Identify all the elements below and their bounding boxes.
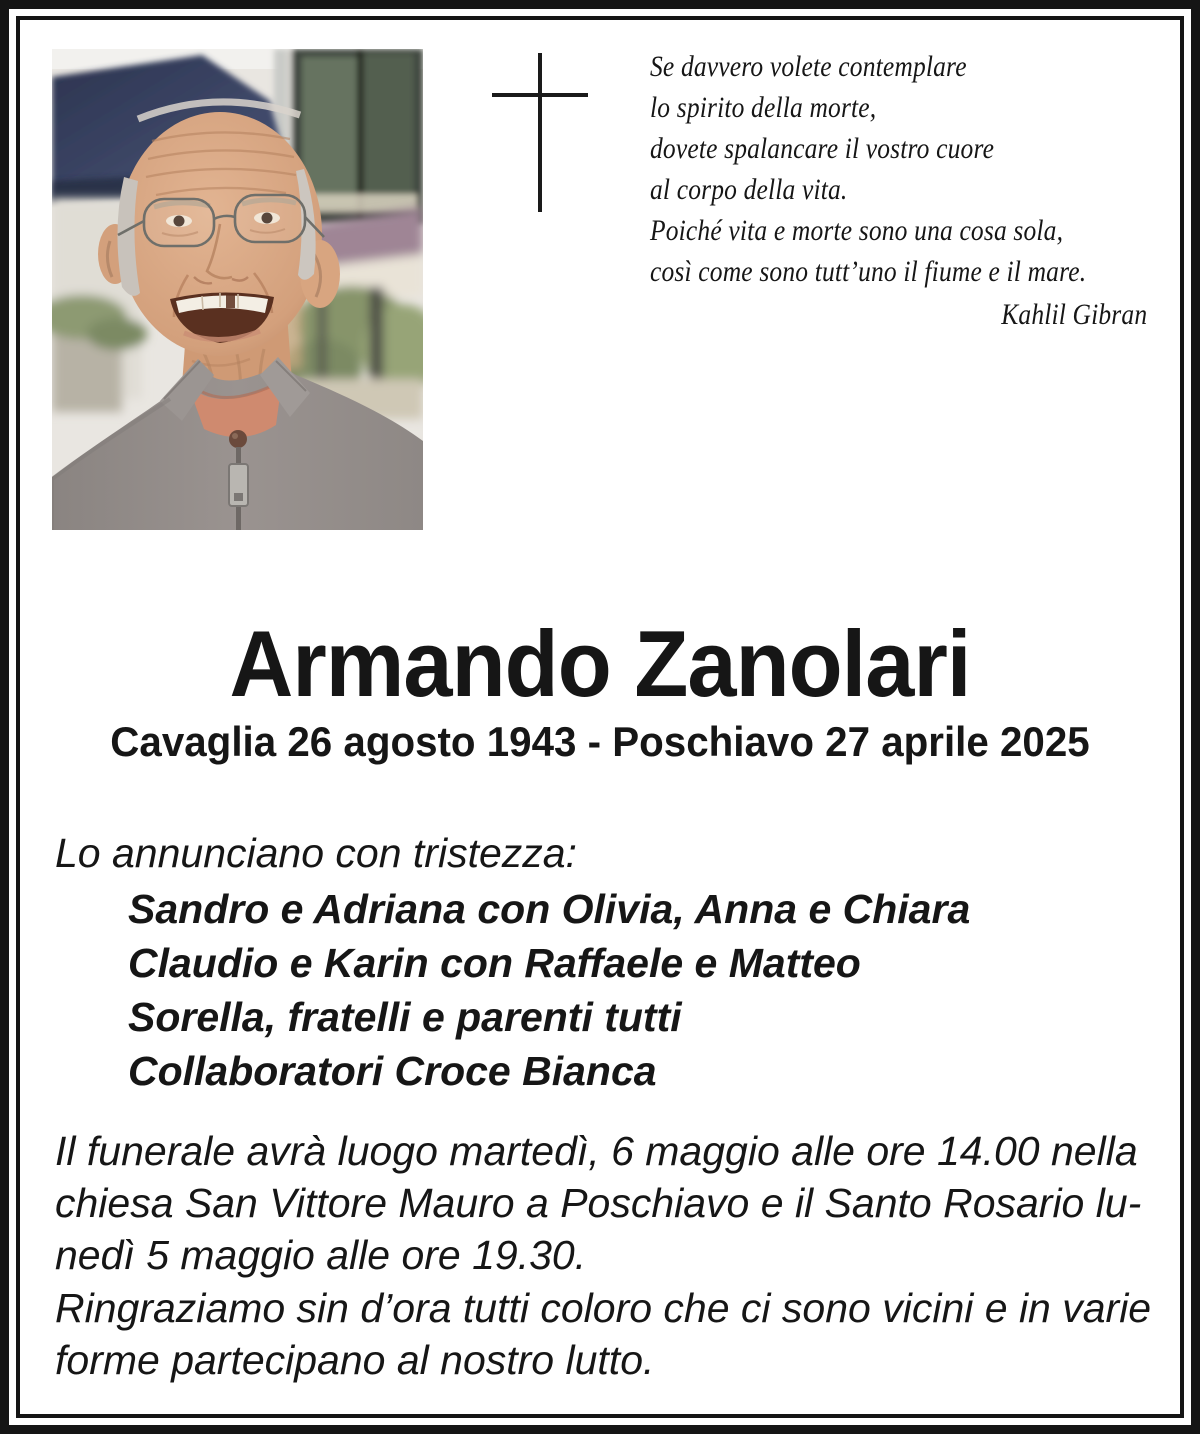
quote-line: così come sono tutt’uno il fiume e il mare. bbox=[650, 255, 1087, 288]
portrait-photo bbox=[52, 49, 423, 530]
portrait-illustration bbox=[52, 49, 423, 530]
funeral-line: chiesa San Vittore Mauro a Poschiavo e il Santo Rosario lu- bbox=[55, 1180, 1142, 1226]
funeral-details bbox=[55, 1125, 1141, 1281]
family-member-line: Collaboratori Croce Bianca bbox=[128, 1048, 657, 1094]
family-member-line: Claudio e Karin con Raffaele e Matteo bbox=[128, 940, 861, 986]
deceased-name: Armando Zanolari bbox=[229, 611, 971, 716]
quote-line: dovete spalancare il vostro cuore bbox=[650, 132, 995, 165]
quote-attribution: Kahlil Gibran bbox=[1001, 298, 1148, 331]
family-member-line: Sorella, fratelli e parenti tutti bbox=[128, 994, 682, 1040]
quote-line: lo spirito della morte, bbox=[650, 91, 877, 124]
collar-button bbox=[229, 430, 247, 448]
quote-line: al corpo della vita. bbox=[650, 173, 848, 206]
thanks-line: Ringraziamo sin d’ora tutti coloro che ci sono vicini e in varie bbox=[55, 1285, 1152, 1331]
cross-icon bbox=[492, 53, 588, 212]
funeral-line: nedì 5 maggio alle ore 19.30. bbox=[55, 1232, 587, 1278]
thanks-message bbox=[55, 1282, 1151, 1386]
quote-line: Se davvero volete contemplare bbox=[650, 50, 967, 83]
birth-death-dates: Cavaglia 26 agosto 1943 - Poschiavo 27 aprile 2025 bbox=[110, 718, 1090, 765]
memorial-quote bbox=[650, 46, 1147, 335]
family-member-line: Sandro e Adriana con Olivia, Anna e Chiara bbox=[128, 886, 971, 932]
quote-line: Poiché vita e morte sono una cosa sola, bbox=[650, 214, 1064, 247]
funeral-line: Il funerale avrà luogo martedì, 6 maggio alle ore 14.00 nella bbox=[55, 1128, 1138, 1174]
family-list bbox=[128, 882, 970, 1098]
announcement-intro: Lo annunciano con tristezza: bbox=[55, 830, 577, 876]
thanks-line: forme partecipano al nostro lutto. bbox=[55, 1337, 655, 1383]
